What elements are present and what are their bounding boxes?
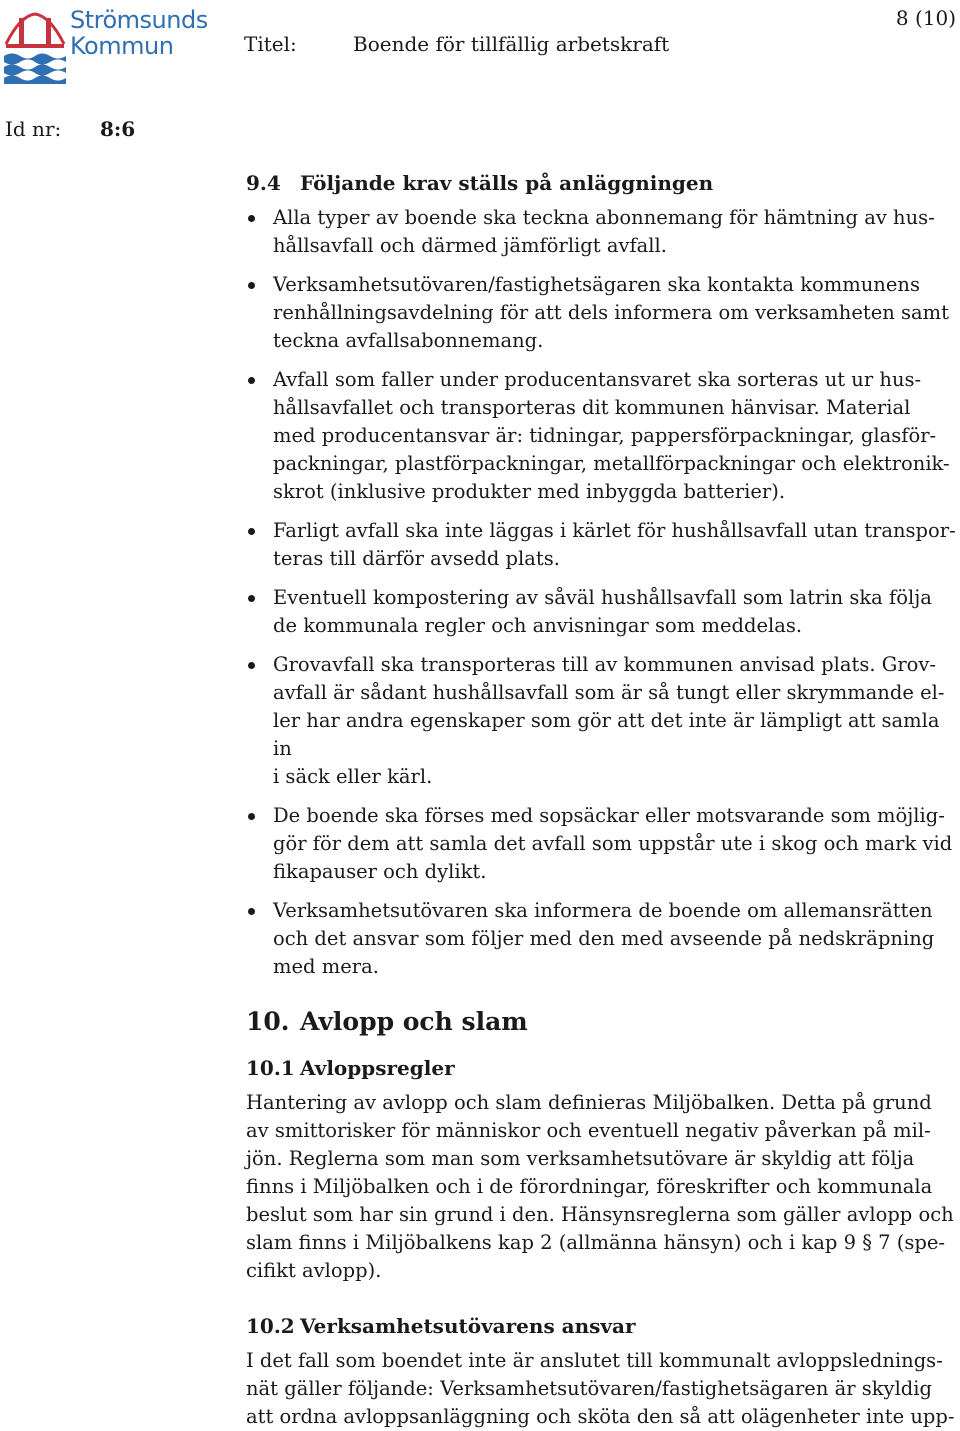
bullet-icon bbox=[248, 662, 255, 669]
title-label: Titel: bbox=[244, 32, 297, 56]
section-title: Avloppsregler bbox=[300, 1056, 455, 1080]
list-item: Avfall som faller under producentansvaret ska sorteras ut ur hus- hållsavfallet och transporteras dit kommunen hänvisar. Material med producentansvar är: tidningar, pappersförpackningar, glasför- packningar, plastförpackningar, metallförpackningar och elektronik- skrot (inklusive produkter med inbyggda batterier). bbox=[246, 366, 956, 506]
section-title: Följande krav ställs på anläggningen bbox=[300, 171, 714, 195]
municipality-logo-icon bbox=[4, 4, 66, 88]
list-item: Eventuell kompostering av såväl hushållsavfall som latrin ska följa de kommunala regler och anvisningar som meddelas. bbox=[246, 584, 956, 640]
section-10-2-paragraph: I det fall som boendet inte är anslutet till kommunalt avloppslednings- nät gäller följande: Verksamhetsutövaren/fastighetsägaren är skyldig att ordna avloppsanläggning och sköta den så att olägenheter inte upp- bbox=[246, 1349, 955, 1428]
section-title: Verksamhetsutövarens ansvar bbox=[300, 1314, 636, 1338]
requirements-list bbox=[246, 204, 956, 981]
list-item: Farligt avfall ska inte läggas i kärlet för hushållsavfall utan transpor- teras till därför avsedd plats. bbox=[246, 517, 956, 573]
id-label: Id nr: bbox=[5, 117, 62, 141]
section-10-1-heading bbox=[246, 1053, 956, 1083]
section-10-2-heading bbox=[246, 1311, 956, 1341]
bullet-icon bbox=[248, 595, 255, 602]
document-body bbox=[246, 168, 956, 1431]
page-number: 8 (10) bbox=[895, 6, 956, 30]
section-title: Avlopp och slam bbox=[300, 1007, 528, 1036]
org-name bbox=[70, 7, 208, 59]
org-name-line2: Kommun bbox=[70, 32, 174, 60]
bullet-icon bbox=[248, 377, 255, 384]
bullet-icon bbox=[248, 813, 255, 820]
section-number: 10. bbox=[246, 1007, 290, 1036]
list-item: Grovavfall ska transporteras till av kommunen anvisad plats. Grov- avfall är sådant hushållsavfall som är så tungt eller skrymmande el- ler har andra egenskaper som gör att det inte är lämpligt att samla in i säck eller kärl. bbox=[246, 651, 956, 791]
section-number: 10.2 bbox=[246, 1314, 295, 1338]
list-item: Alla typer av boende ska teckna abonnemang för hämtning av hus- hållsavfall och därmed jämförligt avfall. bbox=[246, 204, 956, 260]
document-title: Boende för tillfällig arbetskraft bbox=[353, 32, 670, 56]
bullet-icon bbox=[248, 215, 255, 222]
list-item: Verksamhetsutövaren/fastighetsägaren ska kontakta kommunens renhållningsavdelning för att dels informera om verksamheten samt teckna avfallsabonnemang. bbox=[246, 271, 956, 355]
id-value: 8:6 bbox=[100, 117, 136, 141]
list-item: Verksamhetsutövaren ska informera de boende om allemansrätten och det ansvar som följer med den med avseende på nedskräpning med mera. bbox=[246, 897, 956, 981]
section-10-heading bbox=[246, 1005, 956, 1039]
section-10-1-paragraph: Hantering av avlopp och slam definieras Miljöbalken. Detta på grund av smittorisker för människor och eventuell negativ påverkan på mil- jön. Reglerna som man som verksamhetsutövare är skyldig att följa finns i Miljöbalken och i de förordningar, föreskrifter och kommunala beslut som har sin grund i den. Hänsynsreglerna som gäller avlopp och slam finns i Miljöbalkens kap 2 (allmänna hänsyn) och i kap 9 § 7 (spe- cifikt avlopp). bbox=[246, 1091, 954, 1282]
bullet-icon bbox=[248, 908, 255, 915]
section-number: 9.4 bbox=[246, 171, 281, 195]
list-item: De boende ska förses med sopsäckar eller motsvarande som möjlig- gör för dem att samla det avfall som uppstår ute i skog och mark vid fikapauser och dylikt. bbox=[246, 802, 956, 886]
bullet-icon bbox=[248, 528, 255, 535]
bullet-icon bbox=[248, 282, 255, 289]
org-name-line1: Strömsunds bbox=[70, 6, 208, 34]
section-number: 10.1 bbox=[246, 1056, 295, 1080]
section-9-4-heading bbox=[246, 168, 956, 198]
